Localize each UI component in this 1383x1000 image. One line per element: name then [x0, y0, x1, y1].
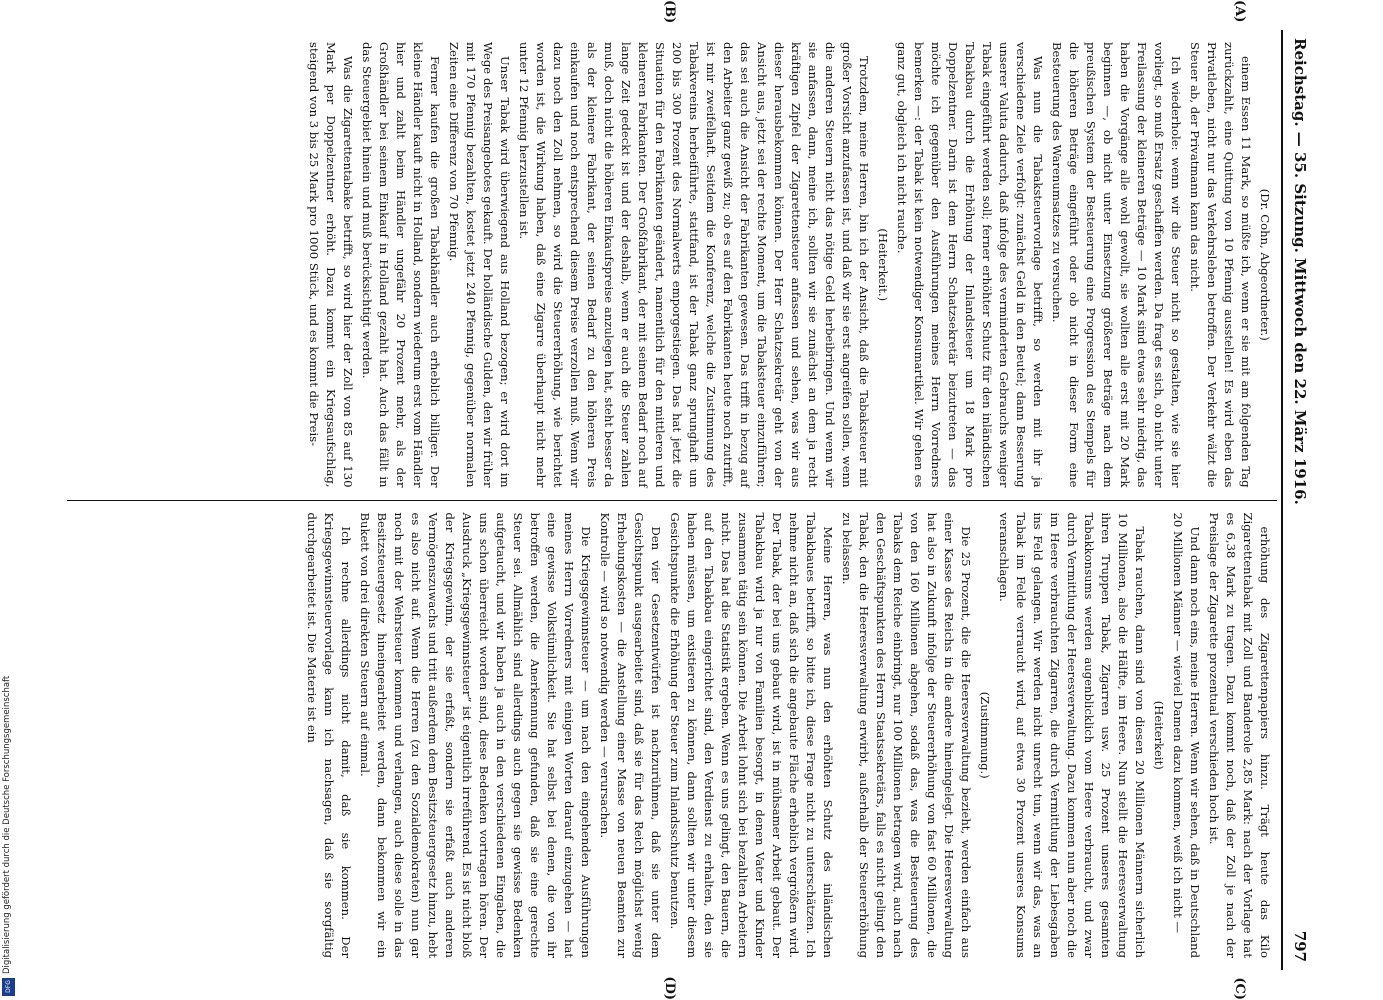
- paragraph: (Heiterkeit): [1151, 700, 1166, 770]
- margin-marker-a: (A): [1231, 0, 1247, 23]
- paragraph: Unser Tabak wird überwiegend aus Holland bezogen; er wird dort im Wege des Preisangebotes gekauft. Der holländische Gulden, den wir früher mit 170 Pfennig bezahlten, kostet jetzt 240 Pfennig, gegenüber normalen Zeiten eine Differenz von 70 Pfennig.: [446, 42, 512, 488]
- paragraph: Meine Herren, was nun den erhöhten Schutz des inländischen Tabakbaues betrifft, so bitte ich, diese Frage nicht zu unterschätzen. Ich nehme nicht an, daß sich die angebaute Fläche erheblich vergrößern wird. Der Tabak, der bei uns gebaut wird, ist in mühsamer Arbeit gebaut. Der Tabakbau wird ja nur von Familien besorgt, in denen Vater und Kinder zusammen tätig sein können. Die Arbeit lohnt sich bei bezahlten Arbeitern nicht. Das hat die Statistik ergeben. Wenn es uns gelingt, den Bauern, die auf den Tabakbau eingerichtet sind, den Verdienst zu erhalten, den sie haben müssen, um existieren zu können, dann sollten wir unter diesem Gesichtspunkte die Erhöhung der Steuer zum Inlandsschutz benutzen.: [667, 512, 835, 958]
- digitization-credit: [2, 6, 16, 996]
- margin-marker-d: (D): [661, 976, 677, 1000]
- paragraph: Was nun die Tabaksteuervorlage betrifft, so werden mit ihr ja verschiedene Ziele verfolgt: zunächst Geld in den Beutel; dann Besserung unserer Valuta dadurch, daß infolge des verminderten Gebrauchs weniger Tabak eingeführt werden soll; ferner erhöhter Schutz für den inländischen Tabakbau durch die Erhöhung der Inlandsteuer um 18 Mark pro Doppelzentner. Darin ist dem Herrn Schatzsekretär beizutreten — das möchte ich gegenüber den Ausführungen meines Herrn Vorredners bemerken —: der Tabak ist kein notwendiger Konsumartikel. Wir gehen es ganz gut, obgleich ich nicht rauche.: [894, 42, 1045, 488]
- paragraph: (Heiterkeit.): [875, 228, 890, 302]
- dfg-logo-text: DFG: [5, 980, 12, 993]
- dfg-logo: [2, 978, 15, 996]
- paragraph: Die 25 Prozent, die die Heeresverwaltung bezieht, werden einfach aus einer Kasse des Reichs in die andere hineingelegt. Die Heeresverwaltung hat also in Zukunft infolge der Steuererhöhung von fast 60 Millionen, die von den 160 Millionen abgehen, sodaß das, was die Besteuerung des Tabaks dem Reiche einbringt, nur 100 Millionen betragen wird, auch nach den Geschäftspunkten des Herrn Staatssekretärs, falls es nicht gelingt den Tabak, den die Heeresverwaltung erwirbt, außerhalb der Steuererhöhung zu belassen.: [839, 512, 973, 958]
- paragraph: Ich wiederhole: wenn wir die Steuer nicht so gestalten, wie sie hier vorliegt, so muß Ersatz geschaffen werden. Da fragt es sich, ob nicht unter Freilassung der kleineren Beträge — 10 Mark sind etwas sehr niedrig, das haben die Vorgänge alle wohl gewollt, sie wollten alle erst mit 20 Mark beginnen —, ob nicht unter Einsetzung größerer Beträge nach dem preußischen System der Besteuerung eine Progression des Stempels für die höheren Beträge eingeführt oder ob nicht in dieser Form eine Besteuerung des Warenumsatzes zu versuchen.: [1049, 42, 1183, 488]
- rotated-sheet: [67, 0, 1317, 1000]
- page-number: 797: [1290, 930, 1309, 962]
- paragraph: einem Essen 11 Mark, so müßte ich, wenn er sie mit am folgenden Tag zurückzahlt, eine Quittung von 10 Pfennig ausstellen! Es wird eben das Privatleben, nicht nur das Verkehrsleben betroffen. Der Verkehr wälzt die Steuer ab, der Privatmann kann das nicht.: [1187, 42, 1253, 488]
- paragraph: Was die Zigarettentabake betrifft, so wird hier der Zoll von 85 auf 130 Mark per Doppelzentner erhöht. Dazu kommt ein Kriegsaufschlag, steigend von 3 bis 25 Mark pro 1000 Stück, und es kommt die Preis-: [306, 42, 355, 488]
- paragraph: Tabak rauchen, dann sind von diesen 20 Millionen Männern sicherlich 10 Millionen, also die Hälfte, im Heere. Nun stellt die Heeresverwaltung ihren Truppen Tabak, Zigarren usw. 25 Prozent unseres gesamten Tabakkonsums werden augenblicklich vom Heere verbraucht, und zwar durch Vermittlung der Heeresverwaltung. Dazu kommen nun aber noch die im Heere verbrauchten Zigarren, die durch Vermittlung der Liebesgaben ins Feld gelangen. Wir werden nicht unrecht tun, wenn wir das, was an Tabak im Felde verraucht wird, auf etwa 30 Prozent unseres Konsums veranschlagen.: [996, 512, 1147, 958]
- header-title: Reichstag. — 35. Sitzung. Mittwoch den 22. März 1916.: [1290, 38, 1309, 505]
- column-left: [67, 30, 1277, 500]
- paragraph: erhöhung des Zigarettenpapiers hinzu. Trägt heute das Kilo Zigarettentabak mit Zoll und Banderole 2,85 Mark: nach der Vorlage hat es 6,38 Mark zu tragen. Dazu kommt noch, daß der Zoll je nach der Preislage der Zigarette prozentual verschieden hoch ist.: [1206, 512, 1272, 958]
- column-right: [67, 500, 1277, 971]
- margin-marker-b: (B): [661, 0, 677, 24]
- paragraph: (Zustimmung.): [977, 691, 992, 779]
- margin-marker-c: (C): [1231, 977, 1247, 1000]
- paragraph: (Dr. Cohn, Abgeordneter.): [1257, 188, 1272, 341]
- paragraph: Trotzdem, meine Herren, bin ich der Ansicht, daß die Tabaksteuer mit großer Vorsicht anzufassen ist, und daß wir sie erst angreifen sollen, wenn die anderen Steuern nicht das nötige Geld herbeibringen. Und wenn wir sie anfassen, dann, meine ich, sollten wir sie zunächst an dem ja recht kräftigen Zipfel der Zigarettensteuer anfassen und sehen, was wir aus dieser herausbekommen können. Der Herr Schatzsekretär geht von der Ansicht aus, jetzt sei der rechte Moment, um die Tabaksteuer einzuführen; das sei auch die Ansicht der Fabrikanten gewesen. Das trifft in bezug auf den Arbeiter ganz gewiß zu; ob es auf den Fabrikanten heute noch zutrifft, ist mir zweifelhaft. Seitdem die Konferenz, welche die Zustimmung des Tabakvereins herbeiführte, stattfand, ist der Tabak ganz sprunghaft um 200 bis 300 Prozent des Normalwerts emporgestiegen. Das hat jetzt die Situation für den Fabrikanten geändert, namentlich für den mittleren und kleineren Fabrikanten. Der Großfabrikant, der mit seinem Bedarf noch auf lange Zeit gedeckt ist und der deshalb, wenn er auch die Steuer zahlen muß, doch nicht die höheren Einkaufspreise anzulegen hat, steht besser da als der kleinere Fabrikant, der seinen Bedarf zu den höheren Preis einkaufen und noch entsprechend diesem Preise verzollen muß. Wenn wir dazu noch den Zoll nehmen, so wird die Steuererhöhung, wie berichtet worden ist, die Wirkung haben, daß eine Zigarre überhaupt nicht mehr unter 12 Pfennig herzustellen ist.: [516, 42, 871, 488]
- credit-text: Digitalisierung gefördert durch die Deutsche Forschungsgemeinschaft: [2, 675, 12, 974]
- running-header: [1281, 30, 1317, 970]
- paragraph: Und dann noch eins, meine Herren. Wenn wir sehen, daß in Deutschland 20 Millionen Männer — wieviel Damen dazu kommen, weiß ich nicht —: [1170, 512, 1202, 958]
- paragraph: Ich rechne allerdings nicht damit, daß sie kommen. Der Kriegsgewinnsteuervorlage kann ich nachsagen, daß sie sorgfältig durchgearbeitet ist. Die Materie ist ein: [304, 512, 353, 958]
- paragraph: Den vier Gesetzentwürfen ist nachzurühmen, daß sie unter dem Gesichtspunkt ausgearbeitet sind, daß sie für das Reich möglichst wenig Erhebungskosten — die Anstellung einer Masse von neuen Beamten zur Kontrolle — wird so notwendig werden — verursachen.: [597, 512, 663, 958]
- paragraph: Ferner kaufen die großen Tabakhändler auch erheblich billiger. Der kleine Händler kauft nicht in Holland, sondern wiederum erst vom Händler hier und zahlt beim Händler ungefähr 20 Prozent mehr, als der Großhändler bei seinem Einkauf in Holland gezahlt hat. Auch das fällt in das Steuergebiet hinein und muß berücksichtigt werden.: [359, 42, 442, 488]
- paragraph: Die Kriegsgewinnsteuer — um nach den eingehenden Ausführungen meines Herrn Vorredners mit einigen Worten darauf einzugehen — hat eine gewisse Volkstümlichkeit. Sie hat selbst bei denen, die von ihr betroffen werden, die Anerkennung gefunden, daß sie eine gerechte Steuer sei. Allmählich sind allerdings auch gegen sie gewisse Bedenken aufgetaucht, und wir haben ja auch in den verschiedenen Eingaben, die uns schon überreicht worden sind, diese Bedenken vortragen hören. Der Ausdruck „Kriegsgewinnsteuer“ ist eigentlich irreführend. Es ist nicht bloß der Kriegsgewinn, der sie erfaßt, sondern sie erfaßt auch anderen Vermögenszuwachs und tritt außerdem dem Besitzsteuergesetz hinzu, hebt es also nicht auf. Wenn die Herren (zu den Sozialdemokraten) nun gar noch mit der Wehrsteuer kommen und verlangen, auch diese solle in das Besitzsteuergesetz hineingearbeitet werden, dann bekommen wir ein Bukett von drei direkten Steuern auf einmal.: [357, 512, 593, 958]
